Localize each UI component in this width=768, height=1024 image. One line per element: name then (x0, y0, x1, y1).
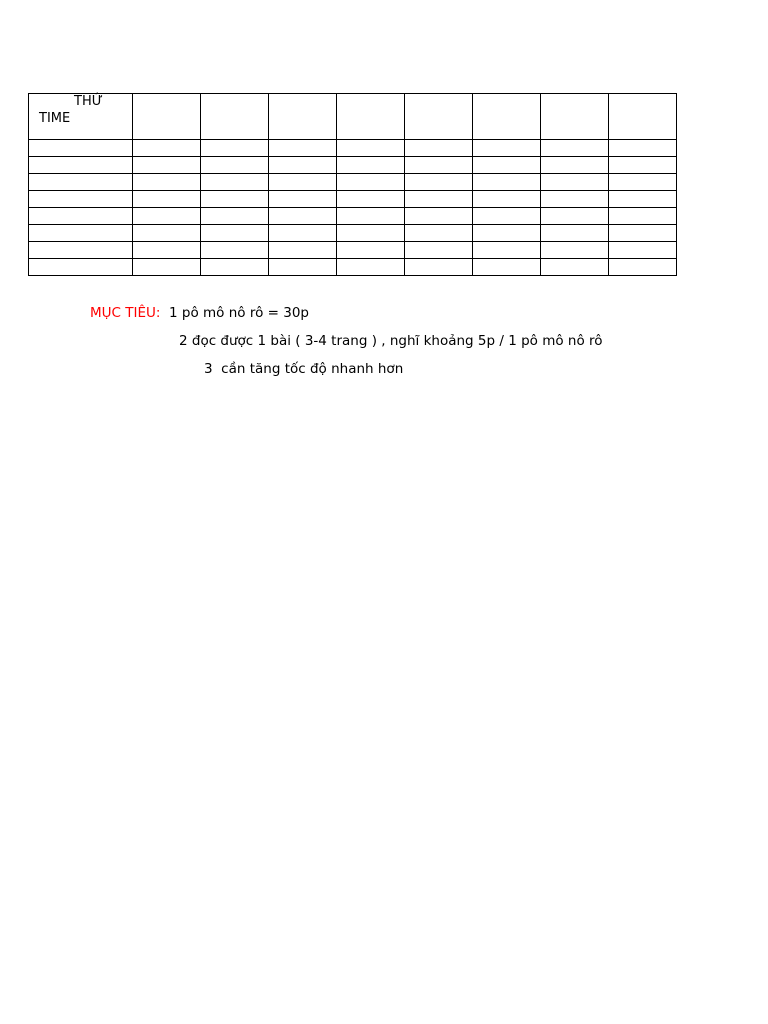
table-cell (405, 174, 473, 191)
table-cell (133, 191, 201, 208)
table-cell (609, 191, 677, 208)
table-cell (269, 208, 337, 225)
table-row (29, 140, 677, 157)
table-cell (269, 191, 337, 208)
table-cell (337, 174, 405, 191)
table-cell (473, 140, 541, 157)
table-cell (405, 259, 473, 276)
schedule-table-body (29, 94, 677, 276)
day-header-cell (405, 94, 473, 140)
time-cell (29, 208, 133, 225)
table-cell (133, 242, 201, 259)
table-row (29, 157, 677, 174)
table-cell (541, 225, 609, 242)
goal-item-1: 1 pô mô nô rô = 30p (169, 305, 309, 321)
table-cell (541, 140, 609, 157)
table-cell (609, 174, 677, 191)
table-row (29, 259, 677, 276)
table-cell (473, 208, 541, 225)
goal-line-2 (179, 332, 603, 350)
table-cell (201, 140, 269, 157)
table-cell (269, 174, 337, 191)
table-cell (473, 259, 541, 276)
day-header-cell (337, 94, 405, 140)
table-cell (541, 191, 609, 208)
table-cell (405, 208, 473, 225)
time-cell (29, 157, 133, 174)
table-cell (405, 157, 473, 174)
table-cell (405, 225, 473, 242)
day-header-cell (269, 94, 337, 140)
table-cell (405, 191, 473, 208)
table-cell (337, 225, 405, 242)
table-cell (133, 140, 201, 157)
day-header-label: THỨ (74, 94, 103, 109)
table-cell (269, 140, 337, 157)
time-cell (29, 242, 133, 259)
table-cell (201, 208, 269, 225)
time-cell (29, 140, 133, 157)
table-cell (473, 157, 541, 174)
table-cell (201, 157, 269, 174)
day-header-cell (133, 94, 201, 140)
table-cell (609, 157, 677, 174)
day-header-cell (609, 94, 677, 140)
table-cell (133, 208, 201, 225)
table-cell (541, 242, 609, 259)
table-cell (337, 208, 405, 225)
table-cell (609, 225, 677, 242)
table-cell (201, 242, 269, 259)
time-cell (29, 225, 133, 242)
table-cell (337, 242, 405, 259)
goal-line-1 (90, 304, 309, 322)
table-cell (609, 242, 677, 259)
table-cell (473, 242, 541, 259)
table-cell (405, 242, 473, 259)
table-cell (133, 225, 201, 242)
table-cell (269, 259, 337, 276)
time-cell (29, 191, 133, 208)
table-row (29, 191, 677, 208)
table-cell (541, 259, 609, 276)
time-cell (29, 259, 133, 276)
day-header-cell (541, 94, 609, 140)
goal-item-2: 2 đọc được 1 bài ( 3-4 trang ) , nghĩ khoảng 5p / 1 pô mô nô rô (179, 333, 603, 349)
table-cell (541, 174, 609, 191)
table-cell (337, 191, 405, 208)
table-cell (201, 225, 269, 242)
table-cell (269, 242, 337, 259)
table-cell (269, 225, 337, 242)
table-cell (269, 157, 337, 174)
table-cell (133, 174, 201, 191)
table-cell (405, 140, 473, 157)
table-cell (473, 191, 541, 208)
table-cell (337, 140, 405, 157)
goal-line-3 (204, 360, 403, 378)
table-cell (473, 225, 541, 242)
time-header-label: TIME (39, 111, 71, 126)
table-cell (541, 157, 609, 174)
table-cell (133, 157, 201, 174)
table-row (29, 174, 677, 191)
table-cell (541, 208, 609, 225)
table-row (29, 242, 677, 259)
table-cell (609, 259, 677, 276)
goal-label: MỤC TIÊU: (90, 305, 161, 321)
table-cell (133, 259, 201, 276)
time-cell (29, 174, 133, 191)
table-cell (609, 140, 677, 157)
table-row (29, 208, 677, 225)
goal-item-3: 3 cần tăng tốc độ nhanh hơn (204, 361, 404, 377)
corner-header-cell (29, 94, 133, 140)
header-row (29, 94, 677, 140)
table-cell (473, 174, 541, 191)
day-header-cell (473, 94, 541, 140)
schedule-table (28, 93, 677, 276)
table-cell (609, 208, 677, 225)
table-cell (201, 174, 269, 191)
table-row (29, 225, 677, 242)
table-cell (201, 259, 269, 276)
table-cell (201, 191, 269, 208)
table-cell (337, 259, 405, 276)
table-cell (337, 157, 405, 174)
day-header-cell (201, 94, 269, 140)
